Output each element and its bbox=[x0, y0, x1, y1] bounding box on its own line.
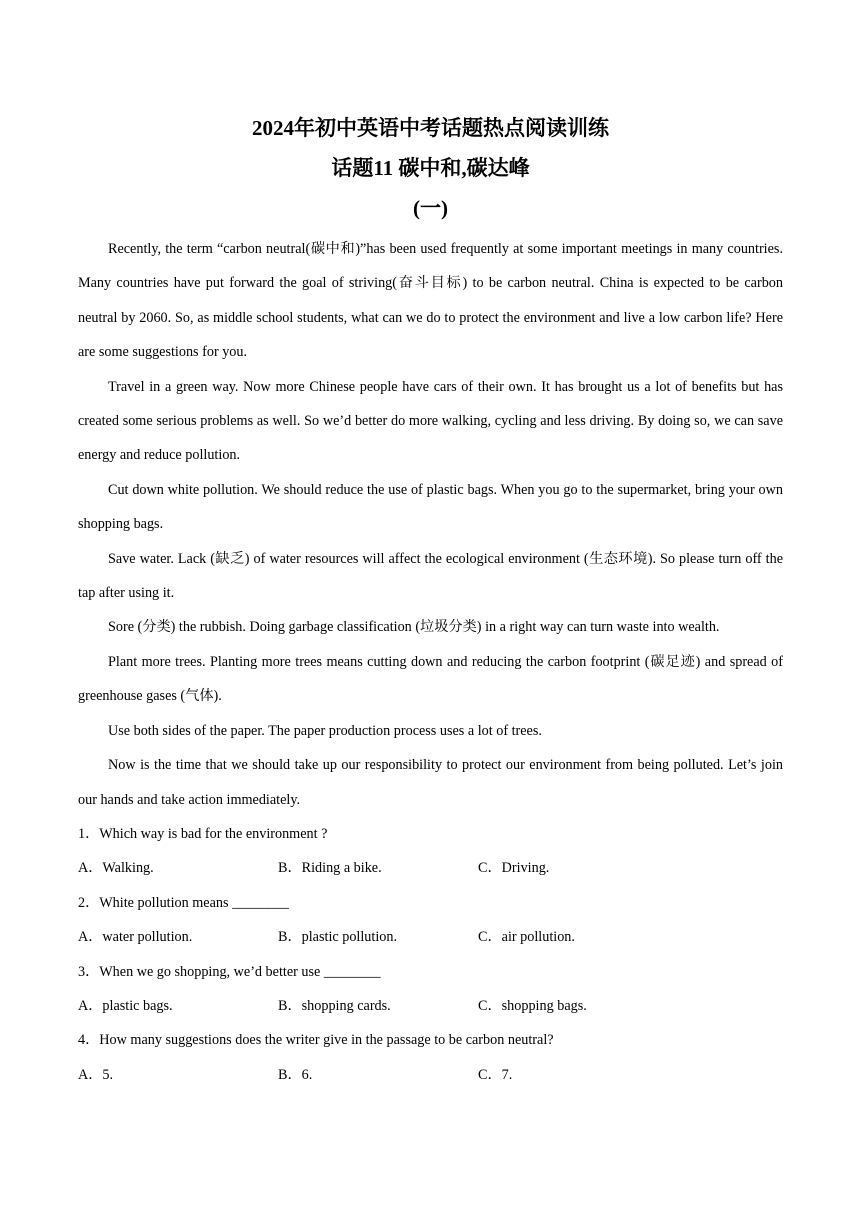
option-c: C．Driving. bbox=[478, 860, 550, 877]
question-stem: 1．Which way is bad for the environment ? bbox=[78, 825, 328, 842]
document-title: 2024年初中英语中考话题热点阅读训练 bbox=[252, 116, 609, 140]
section-heading: (一) bbox=[413, 196, 448, 220]
option-a: A．5. bbox=[78, 1066, 114, 1083]
option-a: A．Walking. bbox=[78, 860, 154, 877]
passage-paragraph: Save water. Lack (缺乏) of water resources will affect the ecological environment (生态环境). So please turn off the tap after using it. bbox=[78, 550, 783, 602]
passage-paragraph: Plant more trees. Planting more trees means cutting down and reducing the carbon footprint (碳足迹) and spread of greenhouse gases (气体). bbox=[78, 653, 783, 705]
question-list bbox=[78, 817, 783, 1092]
option-b: B．6. bbox=[278, 1066, 313, 1083]
passage-paragraph: Sore (分类) the rubbish. Doing garbage classification (垃圾分类) in a right way can turn waste into wealth. bbox=[108, 619, 720, 636]
passage-paragraph: Use both sides of the paper. The paper production process uses a lot of trees. bbox=[108, 722, 542, 739]
question-item bbox=[78, 886, 783, 955]
option-b: B．shopping cards. bbox=[278, 997, 391, 1014]
passage-paragraph: Cut down white pollution. We should reduce the use of plastic bags. When you go to the supermarket, bring your own shopping bags. bbox=[78, 481, 783, 533]
question-stem: 2．White pollution means ________ bbox=[78, 894, 289, 911]
question-item bbox=[78, 817, 783, 886]
question-stem: 3．When we go shopping, we’d better use ________ bbox=[78, 963, 381, 980]
document-subtitle: 话题11 碳中和,碳达峰 bbox=[331, 156, 530, 180]
passage-paragraph: Travel in a green way. Now more Chinese people have cars of their own. It has brought us a lot of benefits but has created some serious problems as well. So we’d better do more walking, cycling and less driving. By doing so, we can save energy and reduce pollution. bbox=[78, 378, 783, 464]
option-c: C．shopping bags. bbox=[478, 997, 587, 1014]
option-a: A．water pollution. bbox=[78, 929, 193, 946]
option-b: B．plastic pollution. bbox=[278, 929, 398, 946]
option-row bbox=[78, 851, 783, 885]
question-stem: 4．How many suggestions does the writer give in the passage to be carbon neutral? bbox=[78, 1032, 554, 1049]
passage-paragraph: Recently, the term “carbon neutral(碳中和)”has been used frequently at some important meetings in many countries. Many countries have put forward the goal of striving(奋斗目标) to be carbon neutral. China is expected to be carbon neutral by 2060. So, as middle school students, what can we do to protect the environment and live a low carbon life? Here are some suggestions for you. bbox=[78, 241, 783, 361]
question-item bbox=[78, 955, 783, 1024]
option-row bbox=[78, 989, 783, 1023]
question-item bbox=[78, 1023, 783, 1092]
passage-paragraph: Now is the time that we should take up our responsibility to protect our environment from being polluted. Let’s join our hands and take action immediately. bbox=[78, 757, 783, 808]
document-page bbox=[78, 108, 783, 1092]
option-c: C．7. bbox=[478, 1066, 513, 1083]
option-b: B．Riding a bike. bbox=[278, 860, 382, 877]
reading-passage bbox=[78, 232, 783, 817]
option-c: C．air pollution. bbox=[478, 929, 575, 946]
option-row bbox=[78, 920, 783, 954]
option-a: A．plastic bags. bbox=[78, 997, 173, 1014]
option-row bbox=[78, 1058, 783, 1092]
